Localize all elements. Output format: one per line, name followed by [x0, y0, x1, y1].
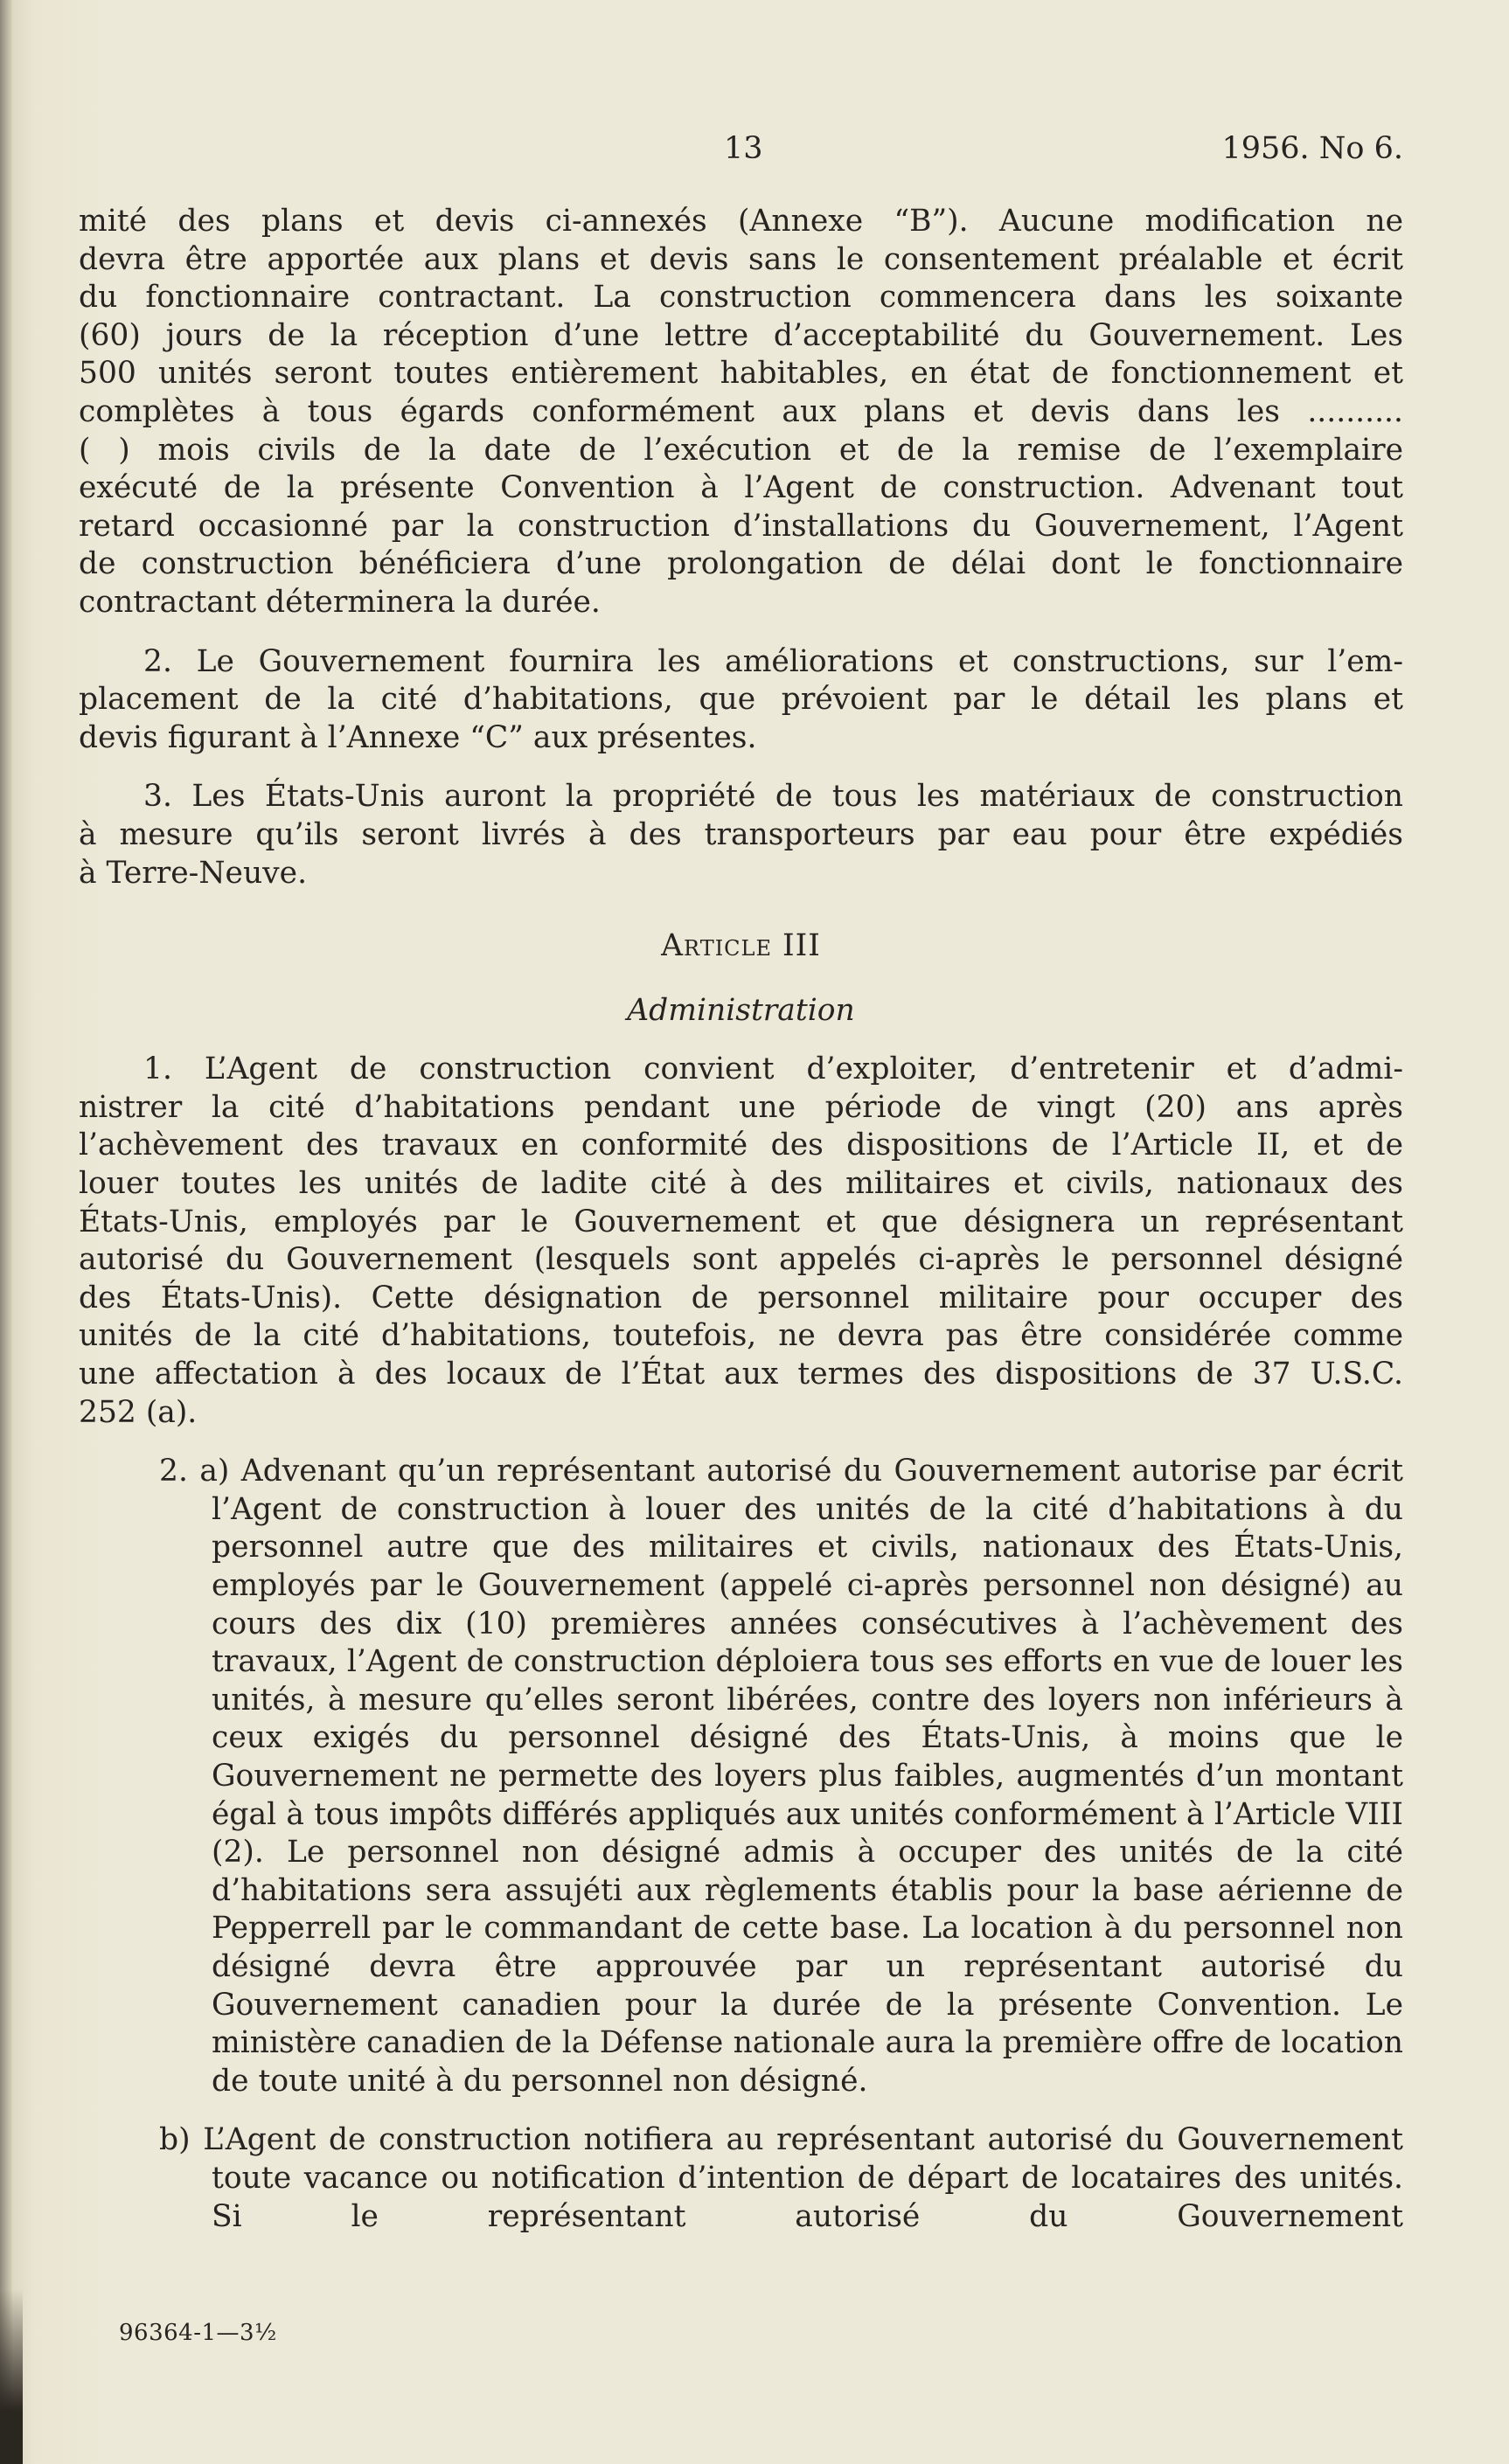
page-binding-edge [0, 0, 12, 2464]
article-heading: Article III [661, 928, 821, 964]
text-line: 3. Les États-Unis auront la propriété de tous les matériaux de construction [143, 779, 1403, 815]
text-line: louer toutes les unités de ladite cité à des militaires et civils, nationaux des [79, 1166, 1403, 1202]
text-line: devra être apportée aux plans et devis sans le consentement préalable et écrit [79, 241, 1403, 277]
text-line: nistrer la cité d’habitations pendant une période de vingt (20) ans après [79, 1089, 1403, 1125]
text-line: 252 (a). [79, 1394, 198, 1430]
text-line: exécuté de la présente Convention à l’Agent de construction. Advenant tout [79, 470, 1403, 506]
text-line: du fonctionnaire contractant. La construction commencera dans les soixante [79, 280, 1403, 316]
text-line: contractant déterminera la durée. [79, 584, 601, 620]
paragraph-3 [79, 778, 1403, 892]
text-line: 2. Le Gouvernement fournira les améliorations et constructions, sur l’em- [143, 643, 1403, 679]
text-line: (60) jours de la réception d’une lettre d’acceptabilité du Gouvernement. Les [79, 317, 1403, 353]
text-line: 500 unités seront toutes entièrement habitables, en état de fonctionnement et [79, 356, 1403, 392]
text-line: à Terre-Neuve. [79, 855, 308, 891]
paragraph-continuation [79, 203, 1403, 622]
text-line: autorisé du Gouvernement (lesquels sont appelés ci-après le personnel désigné [79, 1242, 1403, 1278]
text-line: l’achèvement des travaux en conformité des dispositions de l’Article II, et de [79, 1128, 1403, 1163]
text-line: une affectation à des locaux de l’État aux termes des dispositions de 37 U.S.C. [79, 1357, 1403, 1392]
text-line: des États-Unis). Cette désignation de personnel militaire pour occuper des [79, 1280, 1403, 1315]
text-line: mité des plans et devis ci-annexés (Annexe “B”). Aucune modification ne [79, 204, 1403, 239]
text-line: de construction bénéficiera d’une prolongation de délai dont le fonctionnaire [79, 546, 1403, 582]
text-line: complètes à tous égards conformément aux plans et devis dans les .......... [79, 393, 1403, 429]
article-paragraph-1 [79, 1051, 1403, 1432]
text-line: 1. L’Agent de construction convient d’exploiter, d’entretenir et d’admi- [143, 1052, 1403, 1087]
article-paragraph-2a: 2. a) Advenant qu’un représentant autorisé du Gouvernement autorise par écrit l’Agent de construction à louer des unités de la cité d’habitations à du personnel autre que des militaires et civils, nationaux des États-Unis, employés par le Gouvernement (appelé ci-après personnel non désigné) au cours des dix (10) premières années consécutives à l’achèvement des travaux, l’Agent de construction déploiera tous ses efforts en vue de louer les unités, à mesure qu’elles seront libérées, contre des loyers non inférieurs à ceux exigés du personnel désigné des États-Unis, à moins que le Gouvernement ne permette des loyers plus faibles, augmentés d’un montant égal à tous impôts différés appliqués aux unités conformément à l’Article VIII (2). Le personnel non désigné admis à occuper des unités de la cité d’habitations sera assujéti aux règlements établis pour la base aérienne de Pepperrell par le commandant de cette base. La location à du personnel non désigné devra être approuvée par un représentant autorisé du Gouvernement canadien pour la durée de la présente Convention. Le ministère canadien de la Défense nationale aura la première offre de location de toute unité à du personnel non désigné. [159, 1454, 1403, 2099]
article-paragraph-2b: b) L’Agent de construction notifiera au représentant autorisé du Gouvernement toute vacance ou notification d’intention de départ de locataires des unités. Si le représentant autorisé du Gouvernement [159, 2122, 1403, 2234]
text-line: unités de la cité d’habitations, toutefois, ne devra pas être considérée comme [79, 1318, 1403, 1354]
text-line: retard occasionné par la construction d’installations du Gouvernement, l’Agent [79, 508, 1403, 544]
text-line: devis figurant à l’Annexe “C” aux présentes. [79, 719, 757, 755]
text-line: à mesure qu’ils seront livrés à des transporteurs par eau pour être expédiés [79, 816, 1403, 852]
text-line: États-Unis, employés par le Gouvernement et que désignera un représentant [79, 1204, 1403, 1239]
running-header [79, 131, 1403, 175]
page-shadow-corner [0, 2289, 23, 2464]
article-subtitle: Administration [627, 992, 855, 1028]
volume-number: 1956. No 6. [1221, 131, 1403, 166]
print-code: 96364-1—3½ [119, 2320, 277, 2346]
paragraph-2 [79, 643, 1403, 758]
text-line: placement de la cité d’habitations, que prévoient par le détail les plans et [79, 682, 1403, 718]
page-number: 13 [724, 131, 763, 166]
text-line: ( ) mois civils de la date de l’exécution et de la remise de l’exemplaire [79, 432, 1403, 468]
page-body [79, 203, 1403, 2236]
